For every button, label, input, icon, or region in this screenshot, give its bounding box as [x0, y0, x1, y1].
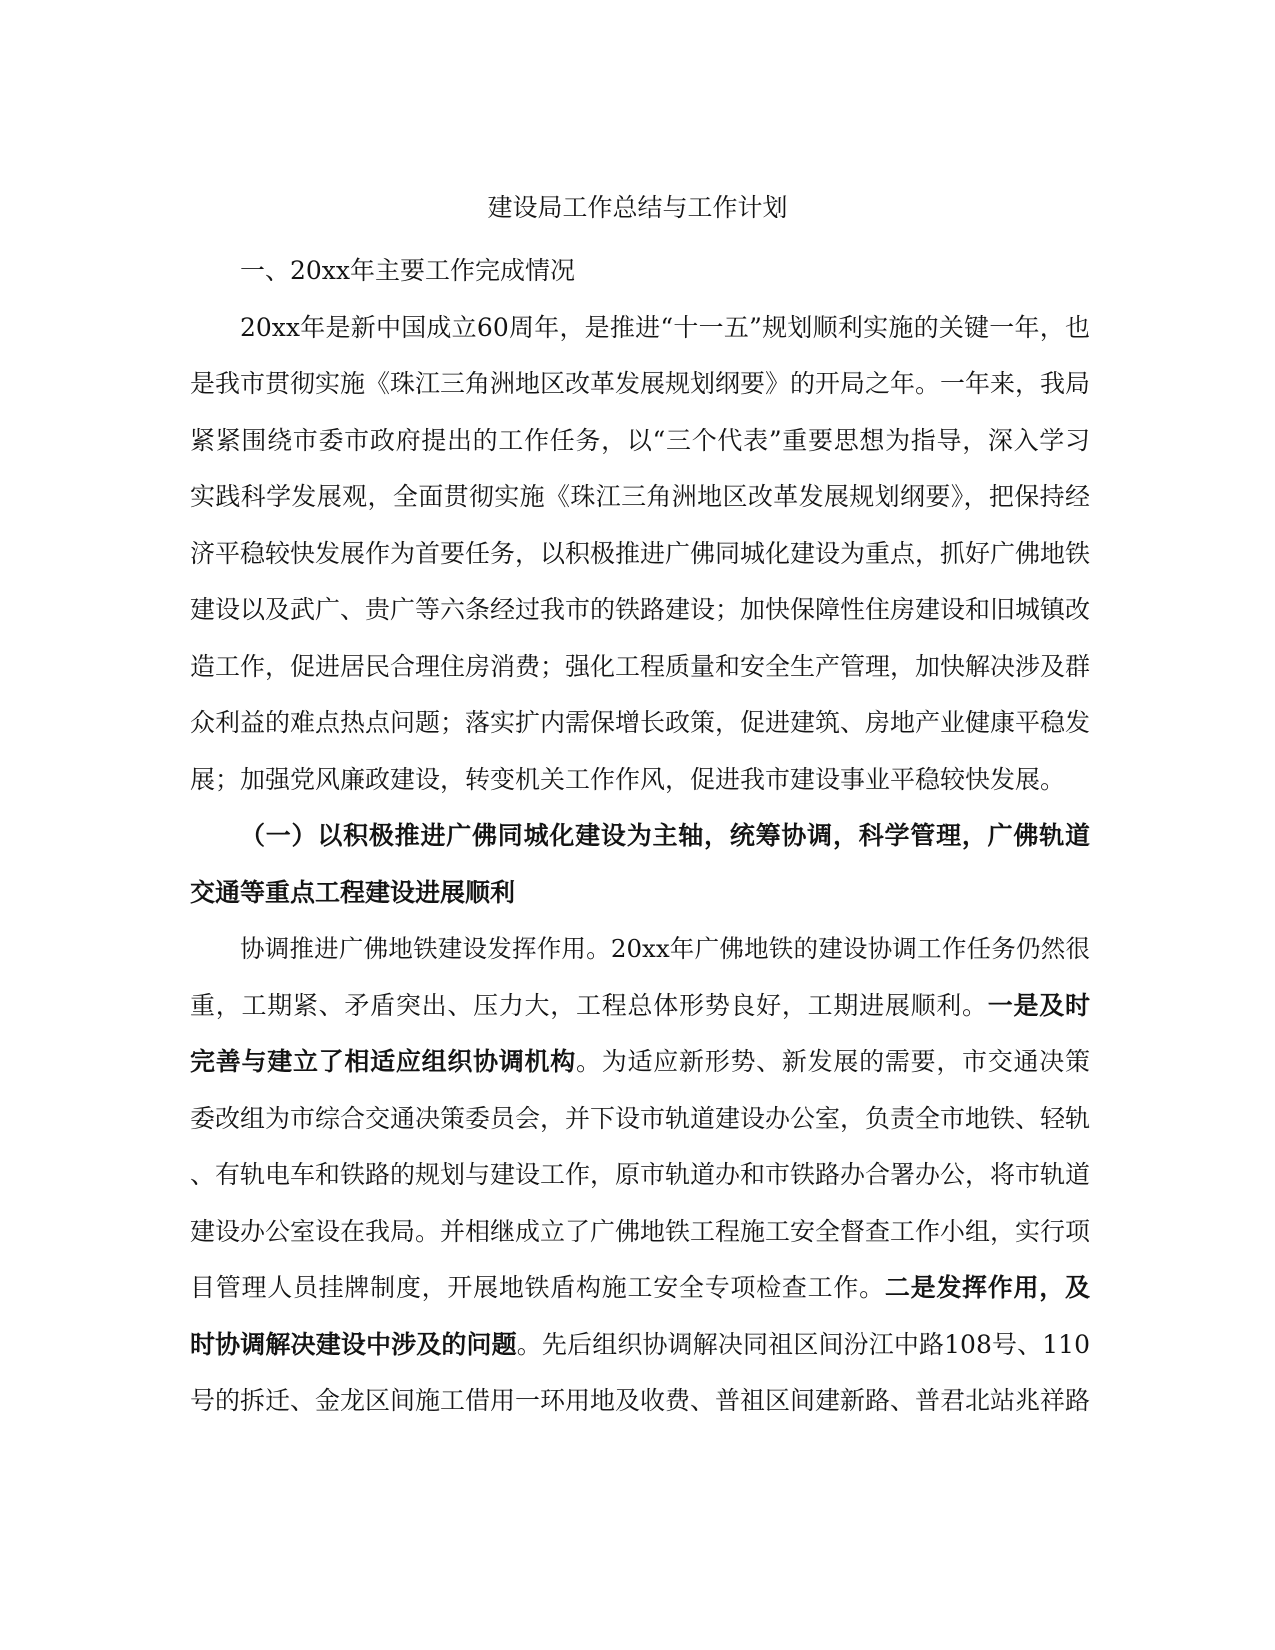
text-run: 。为适应新形势、新发展的需要，市交通决策	[576, 1047, 1090, 1076]
paragraph-line: 造工作，促进居民合理住房消费；强化工程质量和安全生产管理，加快解决涉及群	[190, 652, 1091, 681]
paragraph-line: 建设以及武广、贵广等六条经过我市的铁路建设；加快保障性住房建设和旧城镇改	[190, 595, 1091, 624]
bold-text-run: 二是发挥作用，及	[884, 1273, 1090, 1302]
paragraph-line: 20xx年是新中国成立60周年，是推进“十一五”规划顺利实施的关键一年，也	[240, 313, 1090, 342]
bold-text-run: 完善与建立了相适应组织协调机构	[190, 1047, 577, 1076]
paragraph-line	[190, 991, 1090, 1021]
paragraph-line: 是我市贯彻实施《珠江三角洲地区改革发展规划纲要》的开局之年。一年来，我局	[190, 369, 1091, 398]
paragraph-line: 展；加强党风廉政建设，转变机关工作作风，促进我市建设事业平稳较快发展。	[190, 765, 1066, 794]
paragraph-line: 建设办公室设在我局。并相继成立了广佛地铁工程施工安全督查工作小组，实行项	[190, 1217, 1091, 1246]
paragraph-line: 济平稳较快发展作为首要任务，以积极推进广佛同城化建设为重点，抓好广佛地铁	[190, 539, 1091, 568]
paragraph-line: 号的拆迁、金龙区间施工借用一环用地及收费、普祖区间建新路、普君北站兆祥路	[190, 1386, 1091, 1415]
section-heading: 一、20xx年主要工作完成情况	[240, 256, 576, 285]
text-run: 重，工期紧、矛盾突出、压力大，工程总体形势良好，工期进展顺利。	[190, 991, 988, 1020]
paragraph-line	[190, 1273, 1090, 1303]
paragraph-line: 协调推进广佛地铁建设发挥作用。20xx年广佛地铁的建设协调工作任务仍然很	[240, 934, 1090, 963]
subheading-line: （一）以积极推进广佛同城化建设为主轴，统筹协调，科学管理，广佛轨道	[240, 821, 1090, 850]
subheading-line: 交通等重点工程建设进展顺利	[190, 878, 516, 907]
document-title: 建设局工作总结与工作计划	[487, 193, 788, 222]
paragraph-line: 紧紧围绕市委市政府提出的工作任务，以“三个代表”重要思想为指导，深入学习	[190, 426, 1090, 455]
bold-text-run: 一是及时	[987, 991, 1090, 1020]
paragraph-line: 、有轨电车和铁路的规划与建设工作，原市轨道办和市铁路办合署办公，将市轨道	[190, 1160, 1091, 1189]
paragraph-line	[190, 1330, 1090, 1360]
paragraph-line: 委改组为市综合交通决策委员会，并下设市轨道建设办公室，负责全市地铁、轻轨	[190, 1104, 1091, 1133]
paragraph-line	[190, 1047, 1090, 1077]
text-run: 。先后组织协调解决同祖区间汾江中路108号、110	[516, 1330, 1090, 1359]
text-run: 目管理人员挂牌制度，开展地铁盾构施工安全专项检查工作。	[190, 1273, 885, 1302]
paragraph-line: 众利益的难点热点问题；落实扩内需保增长政策，促进建筑、房地产业健康平稳发	[190, 708, 1091, 737]
paragraph-line: 实践科学发展观，全面贯彻实施《珠江三角洲地区改革发展规划纲要》，把保持经	[190, 482, 1090, 511]
bold-text-run: 时协调解决建设中涉及的问题	[190, 1330, 517, 1359]
